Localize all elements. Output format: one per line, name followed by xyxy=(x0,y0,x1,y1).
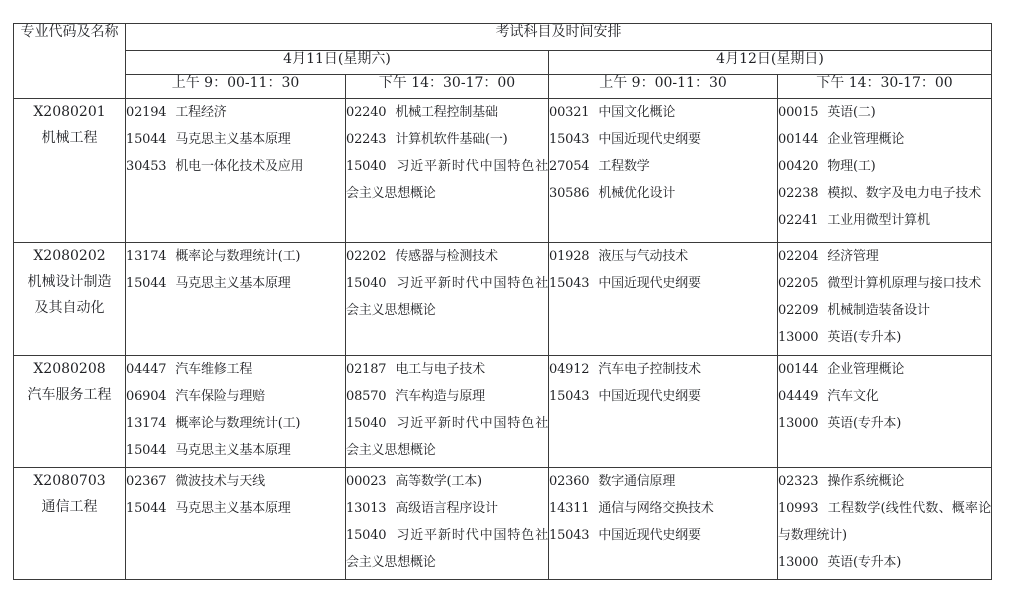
session-cell xyxy=(126,356,346,468)
course-name: 机械优化设计 xyxy=(598,186,676,201)
session-cell xyxy=(126,99,346,243)
header-sun-morning: 上午 9：00-11：30 xyxy=(549,75,778,99)
course-code: 02194 xyxy=(126,105,167,120)
course-item xyxy=(778,356,991,383)
header-sun-afternoon: 下午 14：30-17：00 xyxy=(778,75,992,99)
course-code: 30586 xyxy=(549,186,590,201)
table-row xyxy=(14,243,992,356)
course-code: 14311 xyxy=(549,501,590,516)
course-code: 15040 xyxy=(346,276,387,291)
session-cell xyxy=(778,99,992,243)
header-date-saturday: 4月11日(星期六) xyxy=(126,51,549,75)
course-code: 02360 xyxy=(549,474,590,489)
major-cell xyxy=(14,356,126,468)
course-name: 通信与网络交换技术 xyxy=(598,501,714,516)
course-code: 02323 xyxy=(778,474,819,489)
header-sat-morning: 上午 9：00-11：30 xyxy=(126,75,346,99)
course-code: 00144 xyxy=(778,362,819,377)
major-name: 及其自动化 xyxy=(34,300,105,316)
course-name: 中国文化概论 xyxy=(598,105,676,120)
course-code: 00144 xyxy=(778,132,819,147)
course-code: 15044 xyxy=(126,276,167,291)
course-item xyxy=(346,468,548,495)
course-name: 概率论与数理统计(工) xyxy=(175,249,301,264)
major-code: X2080703 xyxy=(33,473,106,489)
course-item xyxy=(778,549,991,576)
course-item xyxy=(346,270,548,324)
course-item xyxy=(778,410,991,437)
course-item xyxy=(549,270,777,297)
course-name: 汽车保险与理赔 xyxy=(175,389,265,404)
course-item xyxy=(778,495,991,549)
session-cell xyxy=(549,243,778,356)
course-name: 机电一体化技术及应用 xyxy=(175,159,304,174)
course-name: 马克思主义基本原理 xyxy=(175,276,291,291)
major-name: 汽车服务工程 xyxy=(27,387,112,403)
course-name: 中国近现代史纲要 xyxy=(598,132,701,147)
course-code: 04912 xyxy=(549,362,590,377)
course-item xyxy=(346,356,548,383)
course-code: 15040 xyxy=(346,416,387,431)
course-item xyxy=(778,126,991,153)
course-item xyxy=(778,243,991,270)
course-name: 高等数学(工本) xyxy=(395,474,482,489)
course-code: 02241 xyxy=(778,213,819,228)
course-item xyxy=(126,126,345,153)
course-name: 液压与气动技术 xyxy=(598,249,688,264)
course-name: 概率论与数理统计(工) xyxy=(175,416,301,431)
header-date-sunday: 4月12日(星期日) xyxy=(549,51,992,75)
course-code: 13000 xyxy=(778,416,819,431)
course-code: 02187 xyxy=(346,362,387,377)
course-item xyxy=(126,495,345,522)
table-row xyxy=(14,468,992,580)
session-cell xyxy=(549,468,778,580)
course-name: 机械工程控制基础 xyxy=(395,105,498,120)
course-name: 马克思主义基本原理 xyxy=(175,501,291,516)
session-cell xyxy=(778,356,992,468)
course-name: 企业管理概论 xyxy=(827,132,905,147)
course-code: 00023 xyxy=(346,474,387,489)
course-item xyxy=(549,383,777,410)
major-cell xyxy=(14,99,126,243)
course-item xyxy=(346,126,548,153)
course-code: 15043 xyxy=(549,528,590,543)
major-name: 机械设计制造 xyxy=(27,274,112,290)
course-code: 15043 xyxy=(549,389,590,404)
course-name: 中国近现代史纲要 xyxy=(598,276,701,291)
exam-schedule-table-wrapper xyxy=(13,23,992,580)
course-item xyxy=(126,99,345,126)
course-code: 13013 xyxy=(346,501,387,516)
course-name: 企业管理概论 xyxy=(827,362,905,377)
course-code: 13000 xyxy=(778,555,819,570)
course-item xyxy=(126,468,345,495)
course-item xyxy=(778,99,991,126)
course-item xyxy=(126,410,345,437)
session-cell xyxy=(778,243,992,356)
course-name: 习近平新时代中国特色社会主义思想概论 xyxy=(346,276,548,318)
course-item xyxy=(126,437,345,464)
session-cell xyxy=(346,356,549,468)
schedule-body xyxy=(14,99,992,580)
exam-schedule-table xyxy=(13,23,992,580)
course-item xyxy=(126,243,345,270)
course-code: 15043 xyxy=(549,132,590,147)
course-name: 工程数学 xyxy=(598,159,650,174)
course-code: 13174 xyxy=(126,249,167,264)
course-name: 微波技术与天线 xyxy=(175,474,265,489)
course-item xyxy=(346,495,548,522)
course-item xyxy=(346,153,548,207)
major-cell xyxy=(14,243,126,356)
course-code: 15044 xyxy=(126,501,167,516)
course-item xyxy=(346,383,548,410)
course-name: 模拟、数字及电力电子技术 xyxy=(827,186,981,201)
course-code: 02243 xyxy=(346,132,387,147)
course-code: 08570 xyxy=(346,389,387,404)
header-major-code-name: 专业代码及名称 xyxy=(14,24,126,99)
course-name: 习近平新时代中国特色社会主义思想概论 xyxy=(346,528,548,570)
course-name: 汽车构造与原理 xyxy=(395,389,485,404)
course-item xyxy=(346,410,548,464)
course-name: 英语(专升本) xyxy=(827,555,902,570)
course-item xyxy=(778,153,991,180)
major-name: 机械工程 xyxy=(41,130,98,146)
course-code: 02205 xyxy=(778,276,819,291)
course-code: 27054 xyxy=(549,159,590,174)
major-code: X2080202 xyxy=(33,248,106,264)
session-cell xyxy=(346,468,549,580)
course-code: 04447 xyxy=(126,362,167,377)
course-code: 15044 xyxy=(126,132,167,147)
course-item xyxy=(549,126,777,153)
course-item xyxy=(549,356,777,383)
course-name: 马克思主义基本原理 xyxy=(175,443,291,458)
course-name: 高级语言程序设计 xyxy=(395,501,498,516)
course-name: 工程经济 xyxy=(175,105,227,120)
session-cell xyxy=(126,243,346,356)
course-item xyxy=(778,270,991,297)
session-cell xyxy=(549,99,778,243)
course-code: 30453 xyxy=(126,159,167,174)
course-name: 汽车电子控制技术 xyxy=(598,362,701,377)
session-cell xyxy=(549,356,778,468)
course-item xyxy=(549,180,777,207)
course-item xyxy=(549,153,777,180)
course-name: 计算机软件基础(一) xyxy=(395,132,508,147)
major-code: X2080208 xyxy=(33,361,106,377)
course-code: 02367 xyxy=(126,474,167,489)
course-code: 00321 xyxy=(549,105,590,120)
session-cell xyxy=(346,99,549,243)
major-cell xyxy=(14,468,126,580)
course-item xyxy=(549,495,777,522)
course-item xyxy=(778,207,991,234)
course-name: 习近平新时代中国特色社会主义思想概论 xyxy=(346,159,548,201)
course-item xyxy=(778,468,991,495)
course-code: 15044 xyxy=(126,443,167,458)
course-item xyxy=(346,99,548,126)
course-item xyxy=(549,243,777,270)
table-row xyxy=(14,356,992,468)
table-row xyxy=(14,99,992,243)
course-name: 微型计算机原理与接口技术 xyxy=(827,276,981,291)
course-name: 数字通信原理 xyxy=(598,474,676,489)
session-cell xyxy=(346,243,549,356)
course-code: 13174 xyxy=(126,416,167,431)
course-name: 中国近现代史纲要 xyxy=(598,389,701,404)
course-code: 02240 xyxy=(346,105,387,120)
course-item xyxy=(778,324,991,351)
course-item xyxy=(549,522,777,549)
course-code: 06904 xyxy=(126,389,167,404)
course-code: 02238 xyxy=(778,186,819,201)
course-name: 电工与电子技术 xyxy=(395,362,485,377)
course-item xyxy=(549,468,777,495)
course-item xyxy=(346,243,548,270)
header-sat-afternoon: 下午 14：30-17：00 xyxy=(346,75,549,99)
course-name: 中国近现代史纲要 xyxy=(598,528,701,543)
course-item xyxy=(126,153,345,180)
course-name: 习近平新时代中国特色社会主义思想概论 xyxy=(346,416,548,458)
course-name: 汽车文化 xyxy=(827,389,879,404)
course-code: 02202 xyxy=(346,249,387,264)
session-cell xyxy=(778,468,992,580)
course-item xyxy=(346,522,548,576)
course-item xyxy=(126,383,345,410)
course-code: 01928 xyxy=(549,249,590,264)
course-code: 04449 xyxy=(778,389,819,404)
course-name: 汽车维修工程 xyxy=(175,362,253,377)
course-code: 00015 xyxy=(778,105,819,120)
course-code: 02209 xyxy=(778,303,819,318)
course-item xyxy=(778,383,991,410)
course-code: 15040 xyxy=(346,159,387,174)
major-name: 通信工程 xyxy=(41,499,98,515)
course-name: 物理(工) xyxy=(827,159,876,174)
course-name: 英语(专升本) xyxy=(827,330,902,345)
course-name: 工业用微型计算机 xyxy=(827,213,930,228)
course-name: 英语(专升本) xyxy=(827,416,902,431)
course-code: 00420 xyxy=(778,159,819,174)
table-header xyxy=(14,24,992,99)
course-name: 英语(二) xyxy=(827,105,876,120)
course-name: 工程数学(线性代数、概率论与数理统计) xyxy=(778,501,991,543)
course-code: 02204 xyxy=(778,249,819,264)
course-item xyxy=(126,356,345,383)
course-item xyxy=(778,297,991,324)
course-item xyxy=(549,99,777,126)
course-name: 操作系统概论 xyxy=(827,474,905,489)
major-code: X2080201 xyxy=(33,104,106,120)
course-code: 15040 xyxy=(346,528,387,543)
course-name: 马克思主义基本原理 xyxy=(175,132,291,147)
course-item xyxy=(126,270,345,297)
course-name: 机械制造装备设计 xyxy=(827,303,930,318)
course-code: 13000 xyxy=(778,330,819,345)
header-exam-subjects-schedule: 考试科目及时间安排 xyxy=(126,24,992,51)
course-code: 10993 xyxy=(778,501,819,516)
session-cell xyxy=(126,468,346,580)
course-code: 15043 xyxy=(549,276,590,291)
course-name: 经济管理 xyxy=(827,249,879,264)
course-item xyxy=(778,180,991,207)
course-name: 传感器与检测技术 xyxy=(395,249,498,264)
